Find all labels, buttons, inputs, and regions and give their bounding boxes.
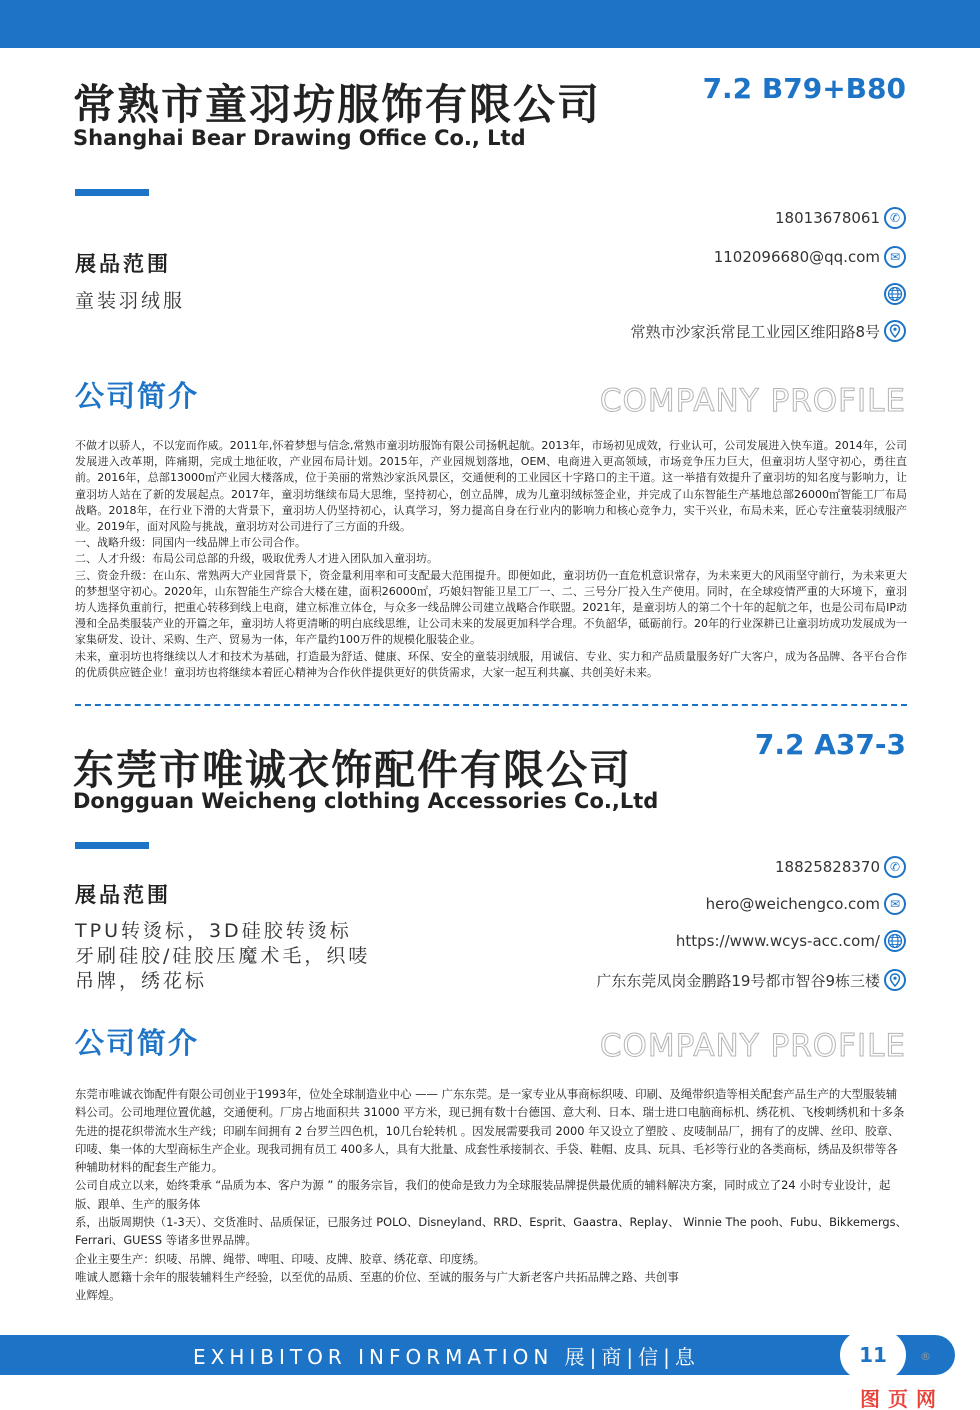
exhibit-range-label: 展品范围	[75, 252, 171, 276]
exhibit-range-line: 吊牌，绣花标	[75, 970, 208, 992]
contact-website	[676, 929, 906, 953]
phone-number: 18013678061	[775, 209, 880, 227]
profile-title: 公司简介	[75, 1026, 200, 1060]
profile-paragraph: 公司自成立以来，始终秉承 “品质为本、客户为源 ” 的服务宗旨，我们的使命是致力为全球服装品牌提供最优质的辅料解决方案，同时成立了24 小时专业设计，起版、跟单、生产的服务体	[75, 1178, 891, 1211]
globe-icon	[884, 930, 906, 952]
footer-text: EXHIBITOR INFORMATION 展|商|信|息	[193, 1344, 700, 1369]
email-address: 1102096680@qq.com	[713, 248, 880, 266]
contact-address	[596, 968, 906, 992]
profile-paragraph: 三、资金升级：在山东、常熟两大产业园背景下，资金量利用率和可支配最大范围提升。即便如此，童羽坊仍一直危机意识常存，为未来更大的风雨坚守前行，为未来更大的梦想坚守初心。2020年，山东智能生产综合大楼在建，面积26000㎡，巧娘妇智能卫星工厂一、二、三号分厂投入生产使用。同时，在全球疫情严重的大环境下，童羽坊人选择负重前行，把重心转移到线上电商，建立标准立体仓，与众多一线品牌公司建立战略合作联盟。2021年，是童羽坊人的第二个十年的起航之年，也是公司布局IP动漫和全品类服装产业的开篇之年，童羽坊人将更清晰的明白底线思维，让公司未来的发展更加科学合理。不负韶华，砥砺前行。20年的行业深耕已让童羽坊成功发展成为一家集研发、设计、采购、生产、贸易为一体，年产量约100万件的规模化服装企业。	[75, 568, 907, 647]
footer-bar	[0, 1335, 955, 1375]
contact-address	[630, 319, 906, 343]
section-divider	[75, 704, 907, 706]
profile-paragraph: 系，出版周期快（1-3天）、交货准时、品质保证，已服务过 POLO、Disneyland、RRD、Esprit、Gaastra、Replay、 Winnie The pooh、Fubu、Bikkemergs、Ferrari、GUESS 等诸多世界品牌。	[75, 1215, 907, 1248]
location-pin-icon	[884, 320, 906, 342]
company-name-cn: 常熟市童羽坊服饰有限公司	[73, 80, 602, 129]
profile-paragraph: 企业主要生产：织唛、吊牌、绳带、啤咀、印唛、皮牌、胶章、绣花章、印度绣。	[75, 1251, 486, 1266]
address-text: 常熟市沙家浜常昆工业园区维阳路8号	[630, 322, 880, 341]
company-name-en: Shanghai Bear Drawing Office Co., Ltd	[73, 126, 526, 150]
profile-title: 公司简介	[75, 379, 200, 413]
site-watermark: 图页网	[860, 1387, 944, 1410]
top-banner	[0, 0, 980, 48]
email-icon: ✉	[884, 893, 906, 915]
exhibit-range-line: TPU转烫标，3D硅胶转烫标	[75, 920, 352, 942]
contact-email	[706, 892, 906, 916]
address-text: 广东东莞凤岗金鹏路19号都市智谷9栋三楼	[596, 971, 880, 990]
accent-line	[75, 189, 149, 196]
location-pin-icon	[884, 969, 906, 991]
profile-paragraph: 唯诚人愿籍十余年的服装辅料生产经验，以至优的品质、至惠的价位、至诚的服务与广大新老客户共拓品牌之路、共创事	[75, 1269, 679, 1284]
page-number-badge	[840, 1330, 906, 1380]
profile-paragraph: 不做才以骄人，不以宠而作威。2011年,怀着梦想与信念,常熟市童羽坊服饰有限公司扬帆起航。2013年，市场初见成效，行业认可，公司发展进入快车道。2014年，公司发展进入改革期，阵痛期，完成土地征收，产业园布局计划。2015年，产业园规划落地，OEM、电商进入更高领域，市场竞争压力巨大，但童羽坊人坚守初心，勇往直前。2016年，总部13000㎡产业园大楼落成，位于美丽的常熟沙家浜风景区，交通便利的工业园区十字路口的主干道。这一举措有效提升了童羽坊的知名度与影响力，让童羽坊人站在了新的发展起点。2017年，童羽坊继续布局大思维，坚持初心，创立品牌，成为儿童羽绒标签企业，并完成了山东智能生产基地总部26000㎡智能工厂布局战略。2018年，在行业下滑的大背景下，童羽坊人仍坚持初心，认真学习，努力提高自身在行业内的影响力和核心竞争力，实干兴业，布局未来，匠心专注童装羽绒服产业。2019年，面对风险与挑战，童羽坊对公司进行了三方面的升级。	[75, 439, 907, 534]
profile-paragraph: 二、人才升级：布局公司总部的升级，吸取优秀人才进入团队加入童羽坊。	[75, 552, 438, 566]
exhibit-range-line: 牙刷硅胶/硅胶压魔术毛，织唛	[75, 945, 371, 967]
profile-paragraph: 未来，童羽坊也将继续以人才和技术为基础，打造最为舒适、健康、环保、安全的童装羽绒服，用诚信、专业、实力和产品质量服务好广大客户，成为各品牌、各平台合作的优质供应链企业！童羽坊也将继续本着匠心精神为合作伙伴提供更好的供货需求，大家一起互利共赢、共创美好未来。	[75, 649, 907, 679]
company-name-en: Dongguan Weicheng clothing Accessories Co.,Ltd	[73, 789, 659, 813]
exhibit-range-label: 展品范围	[75, 883, 171, 907]
profile-watermark: COMPANY PROFILE	[599, 1028, 906, 1064]
profile-body	[75, 1085, 907, 1305]
email-icon: ✉	[884, 246, 906, 268]
profile-paragraph: 业辉煌。	[75, 1288, 121, 1303]
page-number: 11	[859, 1343, 887, 1367]
contact-email	[714, 245, 906, 269]
phone-number: 18825828370	[775, 858, 880, 876]
phone-icon: ✆	[884, 207, 906, 229]
profile-watermark: COMPANY PROFILE	[599, 383, 906, 419]
phone-icon: ✆	[884, 856, 906, 878]
email-address: hero@weichengco.com	[705, 895, 880, 913]
profile-paragraph: 一、战略升级：同国内一线品牌上市公司合作。	[75, 536, 306, 550]
globe-icon	[884, 283, 906, 305]
accent-line	[75, 842, 149, 849]
profile-body	[75, 438, 907, 681]
profile-paragraph: 东莞市唯诚衣饰配件有限公司创业于1993年，位处全球制造业中心 —— 广东东莞。是一家专业从事商标织唛、印刷、及绳带织造等相关配套产品生产的大型服装辅料公司。公司地理位置优越，交通便利。厂房占地面积共 31000 平方米，现已拥有数十台德国、意大利、日本、瑞士进口电脑商标机、绣花机、飞梭刺绣机和十多条先进的提花织带流水生产线；印刷车间拥有 2 台罗兰四色机，10几台轮转机 。因发展需要我司 2000 年又设立了塑胶 、皮唛制品厂，拥有了的皮牌、丝印、胶章、印唛、集一体的大型商标生产企业。现我司拥有员工 400多人，具有大批量、成套性承接制衣、手袋、鞋帽、皮具、玩具、毛衫等行业的各类商标，绣品及织带等各种辅助材料的配套生产能力。	[75, 1087, 905, 1175]
exhibit-range-line: 童装羽绒服	[75, 290, 186, 312]
contact-phone	[775, 855, 906, 879]
contact-phone	[775, 206, 906, 230]
website-url: https://www.wcys-acc.com/	[675, 932, 880, 950]
booth-number: 7.2 A37-3	[754, 728, 906, 761]
contact-website	[880, 282, 906, 306]
booth-number: 7.2 B79+B80	[702, 72, 906, 105]
watermark-registered: ®	[920, 1350, 931, 1363]
company-name-cn: 东莞市唯诚衣饰配件有限公司	[73, 746, 632, 794]
